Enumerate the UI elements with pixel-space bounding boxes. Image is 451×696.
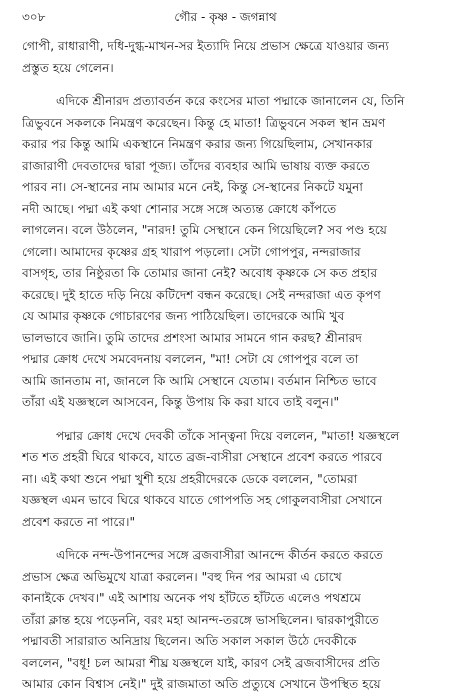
paragraph <box>22 426 433 534</box>
text-line: প্রভাস ক্ষেত্র অভিমুখে যাত্রা করলেন। "বহু দিন পর আমরা এ চোখে <box>22 569 342 584</box>
text-line: প্রস্তুত হয়ে গেলেন। <box>22 60 114 75</box>
text-line: ভালভাবে জানি। তুমি তাদের প্রশংসা আমার সামনে গান করছ? শ্রীনারদ <box>22 330 362 345</box>
page-number: ৩০৮ <box>22 10 46 24</box>
text-line: লাগলেন। বলে উঠলেন, "নারদ! তুমি সেস্থানে কেন গিয়েছিলে? সব পণ্ড হয়ে <box>22 223 387 237</box>
text-line: করেছে। দুই হাতে দড়ি নিয়ে কটিদেশ বন্ধন করেছে। সেই নন্দরাজা এত কৃপণ <box>22 287 381 302</box>
text-line: কানাইকে দেখব।" এই আশায় অনেক পথ হাঁটতে হাঁটতে এলেও পথশ্রমে <box>22 591 361 605</box>
text-line: যজ্ঞস্থল এমন ভাবে ঘিরে থাকবে যাতে গোপপতি সহ গোকুলবাসীরা সেখানে <box>22 493 383 507</box>
text-line: বাসগৃহ, তার নিষ্ঠুরতা কি তোমার জানা নেই? অবোধ কৃষ্ণকে সে কত প্রহার <box>22 266 378 280</box>
text-line: পদ্মার ক্রোধ দেখে সমবেদনায় বললেন, "মা! সেটা যে গোপপুর বলে তা <box>22 352 359 366</box>
text-line: না। এই কথা শুনে পদ্মা খুশী হয়ে প্রহরীদেরকে ডেকে বললেন, "তোমরা <box>22 471 358 486</box>
text-line: গোপী, রাধারাণী, দধি-দুগ্ধ-মাখন-সর ইত্যাদি নিয়ে প্রভাস ক্ষেত্রে যাওয়ার জন্য <box>22 39 389 53</box>
page-header <box>22 6 429 28</box>
text-line: তাঁরা ক্লান্ত হয়ে পড়েননি, বরং মহা আনন্দ-তরঙ্গে ভাসছিলেন। দ্বারকাপুরীতে <box>22 612 379 627</box>
text-line: নদী আছে। পদ্মা এই কথা শোনার সঙ্গে সঙ্গে অত্যন্ত ক্রোধে কাঁপতে <box>22 201 337 216</box>
text-line: পদ্মার ক্রোধ দেখে দেবকী তাঁকে সান্ত্বনা দিয়ে বললেন, "মাতা! যজ্ঞস্থলে <box>56 428 400 443</box>
text-line: পারব না। সে-স্থানের নাম আমার মনে নেই, কিন্তু সে-স্থানের নিকটে যমুনা <box>22 180 363 194</box>
text-line: পদ্মাবতী সারারাত অনিদ্রায় ছিলেন। অতি সকাল সকাল উঠে দেবকীকে <box>22 634 357 648</box>
text-line: যে আমার কৃষ্ণকে গোচারণের জন্য পাঠিয়েছিল। তাদেরকে আমি খুব <box>22 309 345 323</box>
text-line: করার পর কিন্তু আমি একস্থানে নিমন্ত্রণ করার জন্য গিয়েছিলাম, সেখানকার <box>22 137 373 151</box>
text-line: ত্রিভুবনে সকলকে নিমন্ত্রণ করেছেন। কিন্তু হে মাতা! ত্রিভুবনে সকল স্থান ভ্রমণ <box>22 115 386 130</box>
text-line: বললেন, "বধূ! চল আমরা শীঘ্র যজ্ঞস্থলে যাই, কারণ সেই ব্রজবাসীদের প্রতি <box>22 655 381 670</box>
text-line: এদিকে নন্দ-উপানন্দের সঙ্গে ব্রজবাসীরা আনন্দে কীর্তন করতে করতে <box>56 548 383 562</box>
body-text <box>22 36 433 696</box>
running-title: গৌর - কৃষ্ণ - জগন্নাথ <box>174 10 277 24</box>
text-line: রাজারাণী দেবতাদের দ্বারা পূজ্য। তাঁদের ব্যবহার আমি ভাষায় ব্যক্ত করতে <box>22 158 370 173</box>
paragraph <box>22 545 433 696</box>
text-line: গেলো। আমাদের কৃষ্ণের গ্রহ খারাপ পড়লো। সেটা গোপপুর, নন্দরাজার <box>22 244 361 259</box>
text-line: আমার কোন বিশ্বাস নেই।" দুই রাজমাতা অতি প্রত্যুষে সেখানে উপস্থিত হয়ে <box>22 677 381 691</box>
text-line: এদিকে শ্রীনারদ প্রত্যাবর্তন করে কংসের মাতা পদ্মাকে জানালেন যে, তিনি <box>56 94 405 108</box>
paragraph <box>22 36 433 79</box>
text-line: তাঁরা এই যজ্ঞস্থলে আসবেন, কিন্তু উপায় কি করা যাবে তাই বলুন।" <box>22 395 340 409</box>
text-line: প্রবেশ করতে না পারে।" <box>22 514 136 529</box>
text-line: আমি জানতাম না, জানলে কি আমি সেস্থানে যেতাম। বর্তমান নিশ্চিত ভাবে <box>22 373 377 388</box>
paragraph <box>22 91 433 414</box>
text-line: শত শত প্রহরী ঘিরে থাকবে, যাতে ব্রজ-বাসীরা সেস্থানে প্রবেশ করতে পারবে <box>22 450 383 464</box>
